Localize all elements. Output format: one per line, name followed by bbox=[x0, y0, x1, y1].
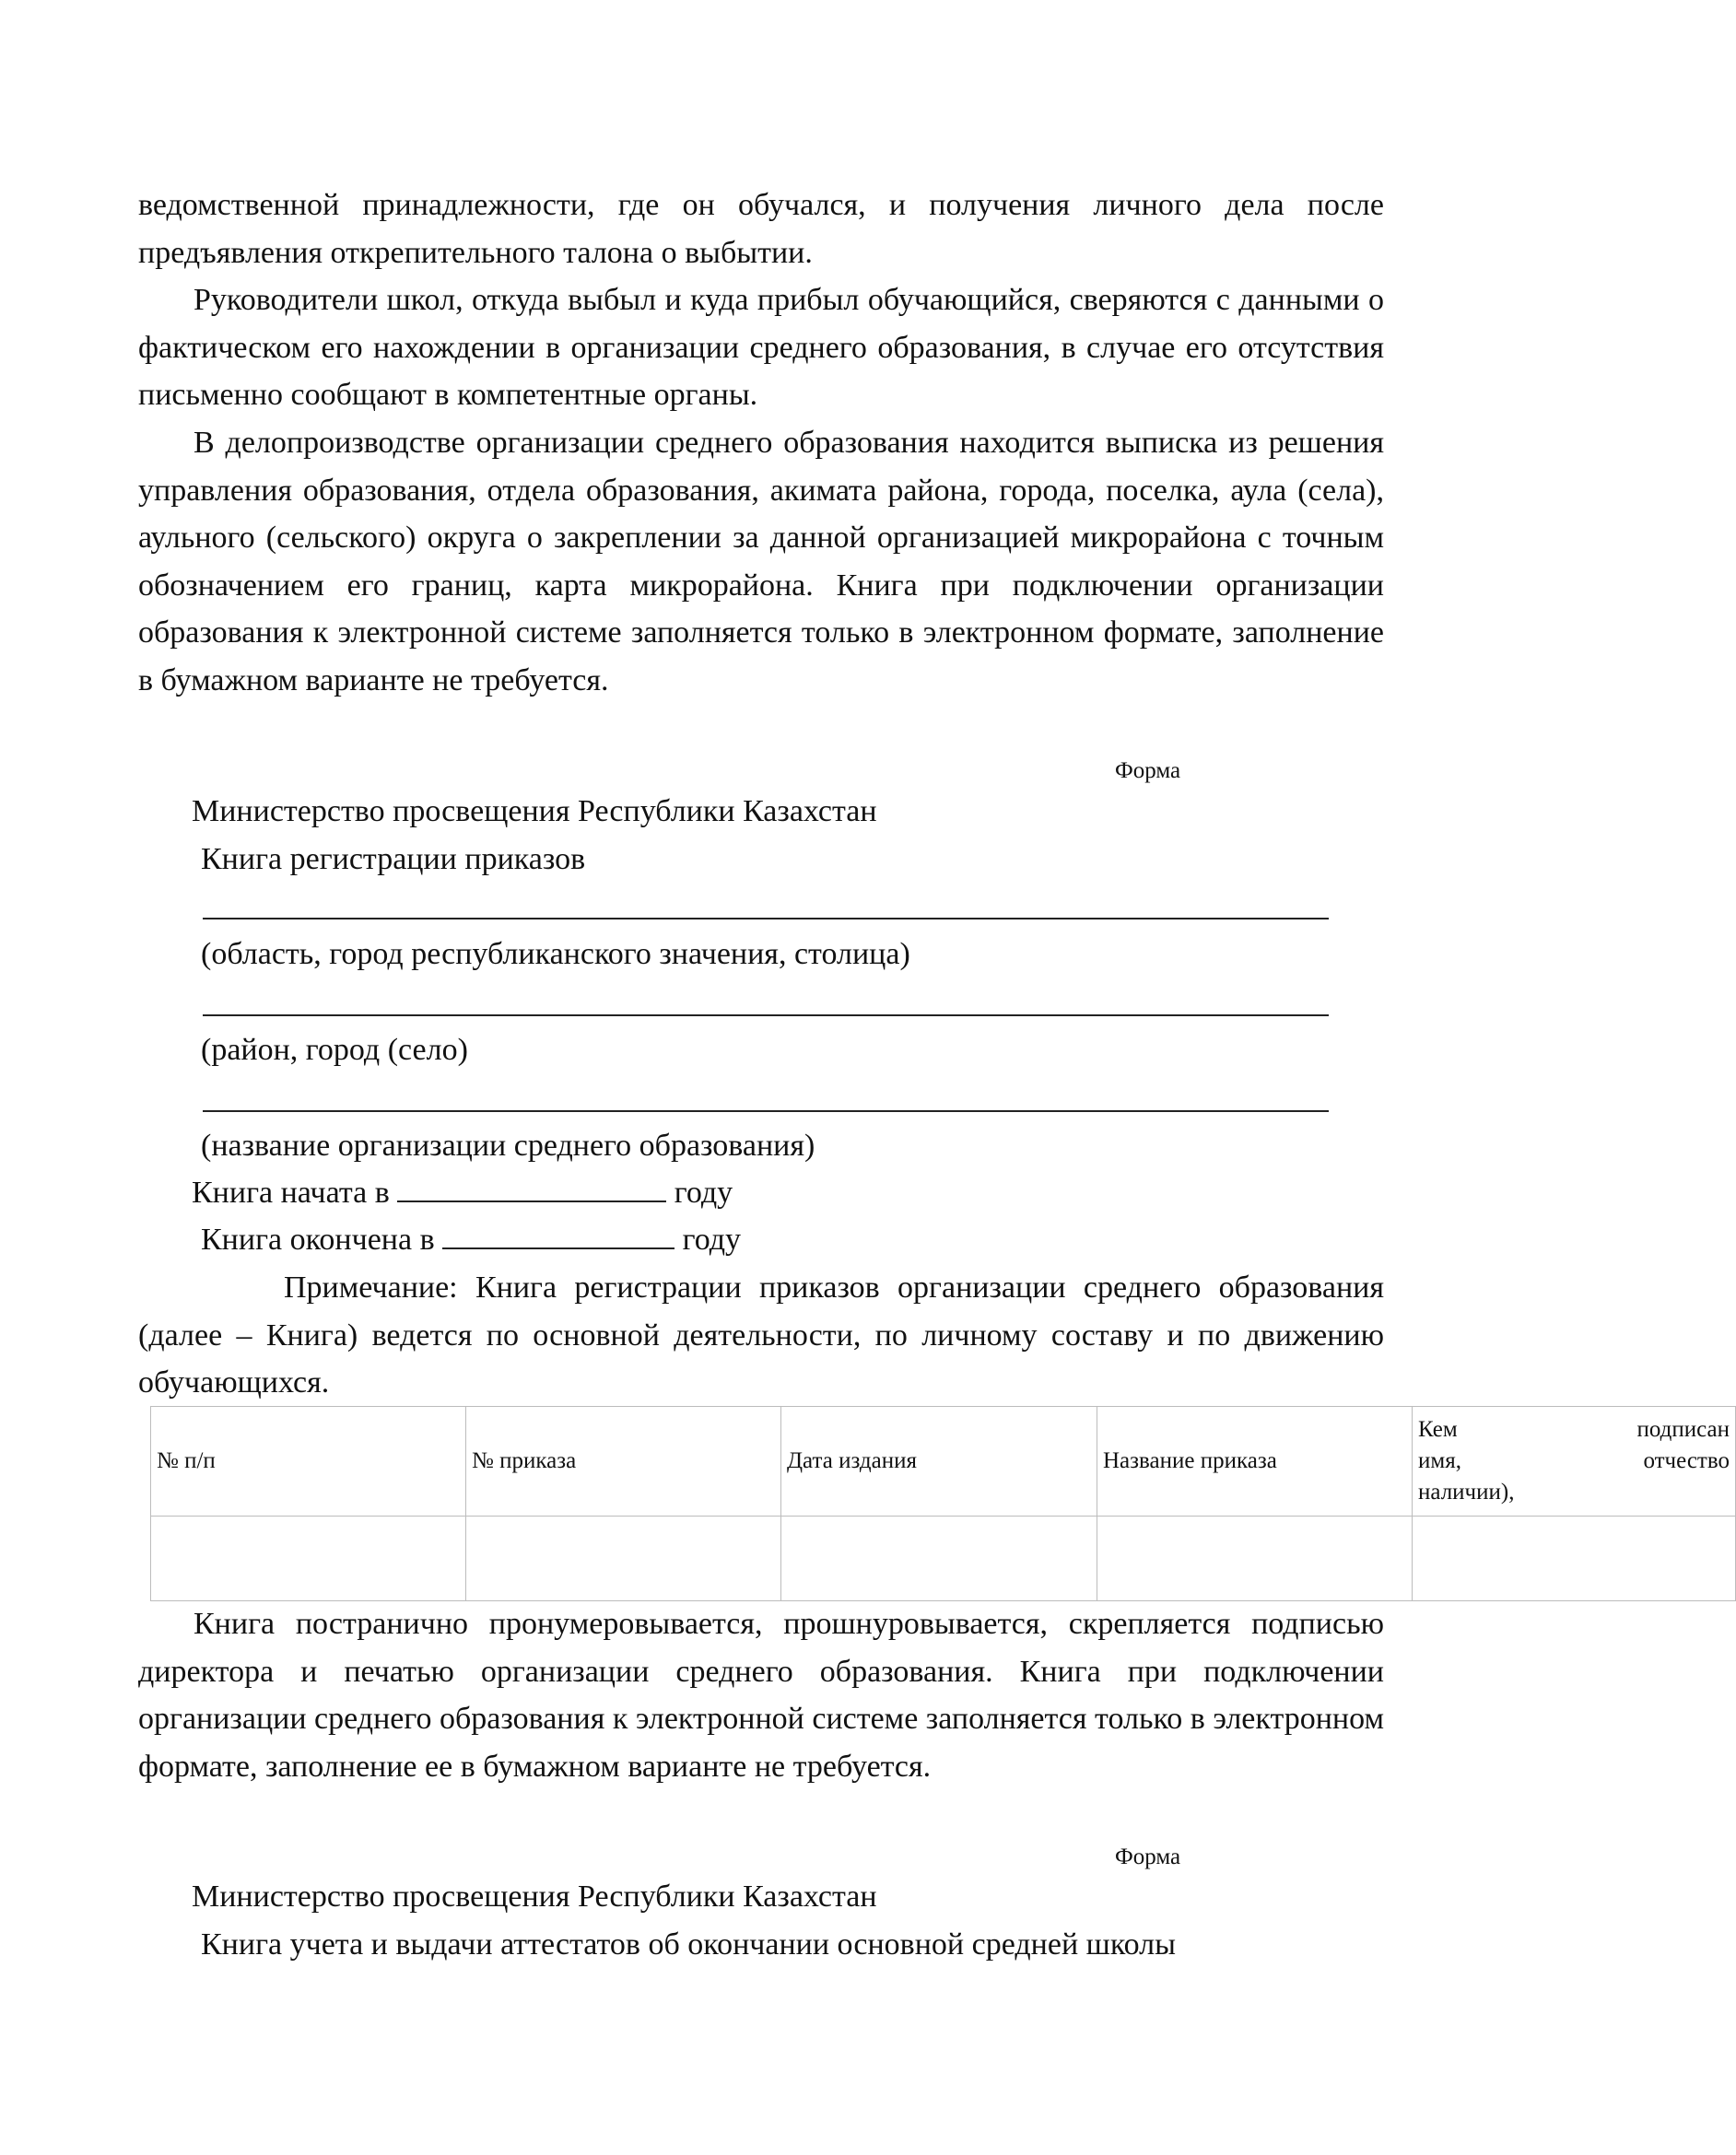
book-started-prefix: Книга начата в bbox=[192, 1176, 390, 1210]
region-blank-line bbox=[203, 918, 1329, 919]
orders-table-wrapper bbox=[150, 1406, 1730, 1604]
signed-by-line-3: наличии), bbox=[1418, 1480, 1515, 1505]
book-title: Книга регистрации приказов bbox=[201, 842, 586, 876]
book-started-suffix: году bbox=[674, 1176, 733, 1210]
year-ended-blank bbox=[442, 1220, 674, 1249]
header-cell-signed-by bbox=[1413, 1407, 1736, 1517]
paragraph-book-numbering: Книга постранично пронумеровывается, прошнуровывается, скрепляется подписью директора и печатью организации среднего образования. Книга при подключении организации среднего образования к электронной системе заполняется только в электронном формате, заполнение ее в бумажном варианте не требуется. bbox=[138, 1607, 1384, 1784]
book-title-second: Книга учета и выдачи аттестатов об окончании основной средней школы bbox=[201, 1927, 1176, 1962]
book-ended-prefix: Книга окончена в bbox=[201, 1223, 435, 1257]
form-label-second: Форма bbox=[1115, 1845, 1181, 1869]
district-blank-line bbox=[203, 1014, 1329, 1016]
table-cell bbox=[781, 1517, 1097, 1601]
paragraph-school-heads: Руководители школ, откуда выбыл и куда прибыл обучающийся, сверяются с данными о фактическом его нахождении в организации среднего образования, в случае его отсутствия письменно сообщают в компетентные органы. bbox=[138, 283, 1384, 412]
paragraph-transfer-end: ведомственной принадлежности, где он обучался, и получения личного дела после предъявления открепительного талона о выбытии. bbox=[138, 188, 1384, 270]
organization-caption: (название организации среднего образования) bbox=[201, 1129, 815, 1163]
table-cell bbox=[151, 1517, 466, 1601]
organization-blank-line bbox=[203, 1110, 1329, 1112]
orders-table bbox=[150, 1406, 1736, 1601]
table-cell bbox=[1413, 1517, 1736, 1601]
district-caption: (район, город (село) bbox=[201, 1033, 468, 1067]
ministry-heading-second: Министерство просвещения Республики Казахстан bbox=[192, 1880, 877, 1914]
form-label: Форма bbox=[1115, 758, 1181, 783]
signed-by-line-1: Кем подписан bbox=[1418, 1417, 1730, 1442]
book-started-line bbox=[192, 1169, 733, 1217]
header-cell-order-title: Название приказа bbox=[1097, 1407, 1413, 1517]
header-cell-number: № п/п bbox=[151, 1407, 466, 1517]
book-ended-suffix: году bbox=[682, 1223, 742, 1257]
note-paragraph: Примечание: Книга регистрации приказов организации среднего образования (далее – Книга) ведется по основной деятельности, по личному составу и по движению обучающихся. bbox=[138, 1271, 1384, 1400]
table-cell bbox=[466, 1517, 781, 1601]
table-cell bbox=[1097, 1517, 1413, 1601]
ministry-heading: Министерство просвещения Республики Казахстан bbox=[192, 794, 877, 828]
region-caption: (область, город республиканского значения, столица) bbox=[201, 937, 910, 971]
table-row bbox=[151, 1517, 1736, 1601]
header-cell-issue-date: Дата издания bbox=[781, 1407, 1097, 1517]
signed-by-line-2: имя, отчество bbox=[1418, 1448, 1730, 1473]
paragraph-records-office: В делопроизводстве организации среднего образования находится выписка из решения управления образования, отдела образования, акимата района, города, поселка, аула (села), аульного (сельского) округа о закреплении за данной организацией микрорайона с точным обозначением его границ, карта микрорайона. Книга при подключении организации образования к электронной системе заполняется только в электронном формате, заполнение в бумажном варианте не требуется. bbox=[138, 426, 1384, 697]
book-ended-line bbox=[201, 1216, 741, 1264]
table-header-row bbox=[151, 1407, 1736, 1517]
year-started-blank bbox=[397, 1173, 666, 1202]
header-cell-order-number: № приказа bbox=[466, 1407, 781, 1517]
